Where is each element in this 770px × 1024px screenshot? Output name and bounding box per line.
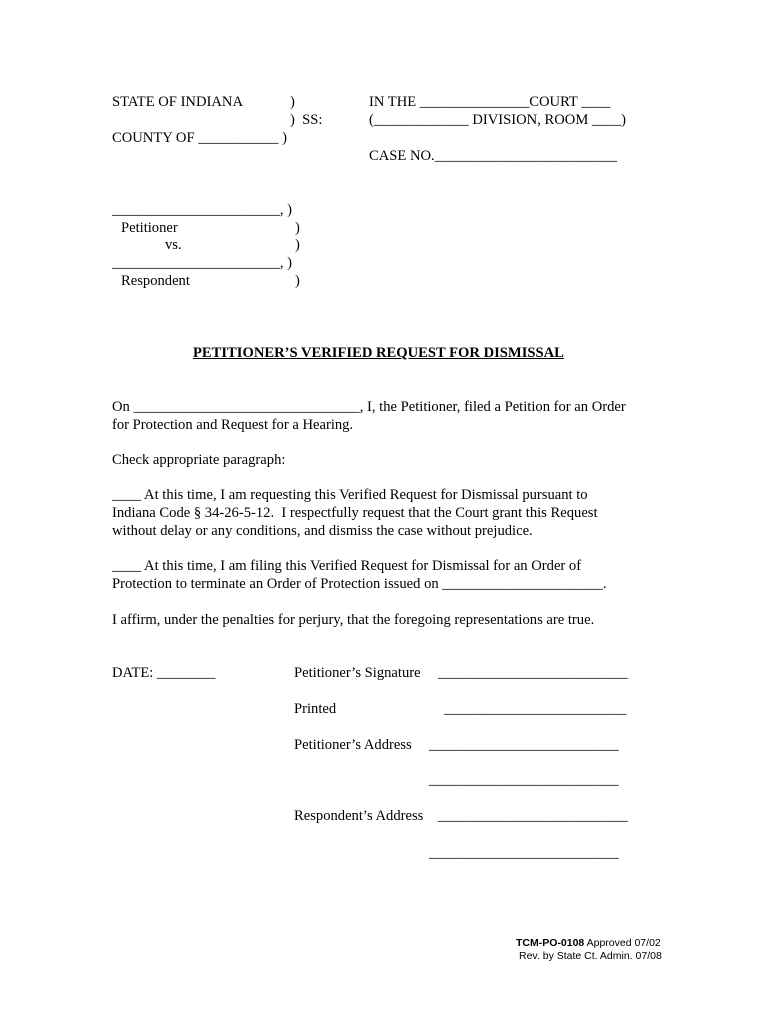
date-field: DATE: ________ (112, 665, 216, 681)
form-code-line (516, 937, 661, 949)
option-1-line-3: without delay or any conditions, and dismiss the case without prejudice. (112, 523, 533, 539)
respondent-address-line-1: __________________________ (438, 808, 628, 824)
petitioner-address-line-1: __________________________ (429, 737, 619, 753)
petitioner-name-line: _______________________, ) (112, 202, 292, 218)
petitioner-address-label: Petitioner’s Address (294, 737, 412, 753)
respondent-label: Respondent (121, 273, 190, 289)
respondent-paren: ) (295, 273, 300, 289)
state-label: STATE OF INDIANA (112, 94, 243, 110)
respondent-address-line-2: __________________________ (429, 845, 619, 861)
signature-label: Petitioner’s Signature (294, 665, 421, 681)
revision-note: Rev. by State Ct. Admin. 07/08 (519, 950, 662, 962)
petitioner-paren: ) (295, 220, 300, 236)
printed-line: _________________________ (444, 701, 627, 717)
form-code: TCM-PO-0108 (516, 937, 585, 949)
approved-date: Approved 07/02 (584, 937, 661, 949)
petitioner-label: Petitioner (121, 220, 178, 236)
versus-label: vs. (165, 237, 182, 253)
option-2-line-2: Protection to terminate an Order of Protection issued on ______________________. (112, 576, 607, 592)
option-1-line-2: Indiana Code § 34-26-5-12. I respectfully request that the Court grant this Request (112, 505, 598, 521)
versus-paren: ) (295, 237, 300, 253)
division-field: (_____________ DIVISION, ROOM ____) (369, 112, 627, 128)
signature-line: __________________________ (438, 665, 628, 681)
ss-label: ) SS: (290, 112, 323, 128)
caption-paren: ) (290, 94, 295, 110)
petitioner-address-line-2: __________________________ (429, 772, 619, 788)
intro-line-2: for Protection and Request for a Hearing. (112, 417, 354, 433)
respondent-address-label: Respondent’s Address (294, 808, 424, 824)
county-label: COUNTY OF ___________ ) (112, 130, 287, 146)
case-number-field: CASE NO._________________________ (369, 148, 618, 164)
check-instruction: Check appropriate paragraph: (112, 452, 286, 468)
option-1-line-1: ____ At this time, I am requesting this Verified Request for Dismissal pursuant to (112, 487, 588, 503)
court-field: IN THE _______________COURT ____ (369, 94, 611, 110)
option-2-line-1: ____ At this time, I am filing this Verified Request for Dismissal for an Order of (112, 558, 582, 574)
respondent-name-line: _______________________, ) (112, 255, 292, 271)
document-title: PETITIONER’S VERIFIED REQUEST FOR DISMISSAL (193, 345, 564, 361)
intro-line-1: On _______________________________, I, the Petitioner, filed a Petition for an Order (112, 399, 626, 415)
affirmation: I affirm, under the penalties for perjury, that the foregoing representations are true. (112, 612, 595, 628)
printed-label: Printed (294, 701, 337, 717)
